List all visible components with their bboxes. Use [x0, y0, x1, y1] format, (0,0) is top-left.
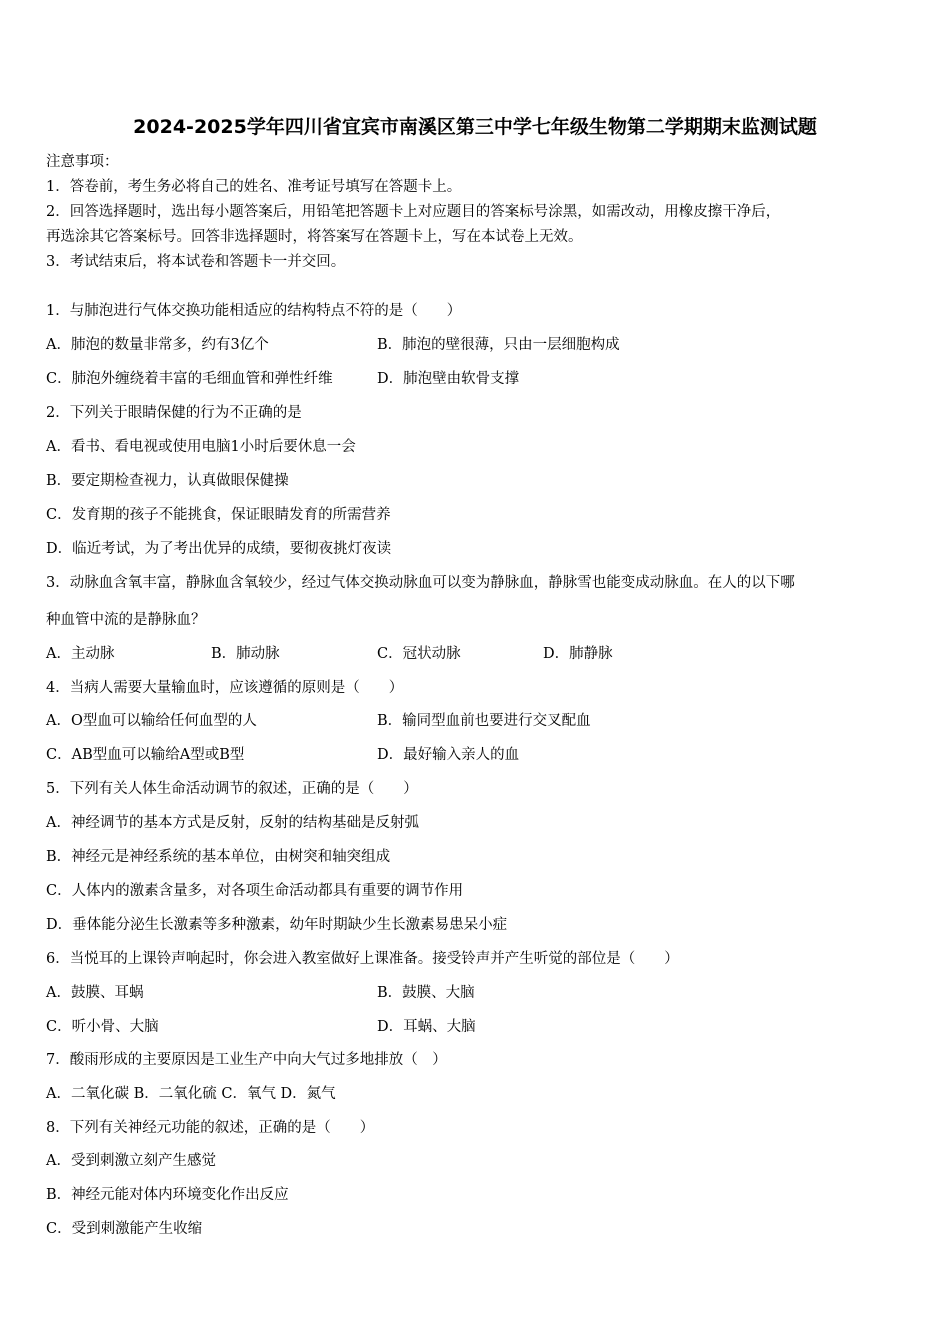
question-stem: 3．动脉血含氧丰富，静脉血含氧较少，经过气体交换动脉血可以变为静脉血，静脉雪也能变成动脉血。在人的以下哪 — [46, 575, 795, 591]
option-c: C．人体内的激素含量多，对各项生命活动都具有重要的调节作用 — [46, 883, 464, 899]
option-d: D．最好输入亲人的血 — [377, 747, 520, 763]
option-b: B．输同型血前也要进行交叉配血 — [377, 713, 591, 729]
option-d: D．耳蜗、大脑 — [377, 1019, 476, 1035]
option-c: C．AB型血可以输给A型或B型 — [46, 747, 245, 763]
option-b: B．肺泡的壁很薄，只由一层细胞构成 — [377, 337, 620, 353]
option-d: D．垂体能分泌生长激素等多种激素，幼年时期缺少生长激素易患呆小症 — [46, 917, 508, 933]
option-c: C．受到刺激能产生收缩 — [46, 1221, 203, 1237]
option-b: B．鼓膜、大脑 — [377, 985, 475, 1001]
notice-item: 再选涂其它答案标号。回答非选择题时，将答案写在答题卡上，写在本试卷上无效。 — [46, 229, 583, 245]
option-a: A．主动脉 — [46, 646, 115, 662]
question-stem: 1．与肺泡进行气体交换功能相适应的结构特点不符的是（ ） — [46, 303, 462, 319]
question-stem: 7．酸雨形成的主要原因是工业生产中向大气过多地排放（ ） — [46, 1052, 447, 1068]
notice-item: 2．回答选择题时，选出每小题答案后，用铅笔把答题卡上对应题目的答案标号涂黑，如需改动，用橡皮擦干净后， — [46, 204, 781, 220]
option-b: B．要定期检查视力，认真做眼保健操 — [46, 473, 289, 489]
page-title: 2024-2025学年四川省宜宾市南溪区第三中学七年级生物第二学期期末监测试题 — [133, 116, 817, 138]
option-b: B．神经元是神经系统的基本单位，由树突和轴突组成 — [46, 849, 391, 865]
question-stem: 5．下列有关人体生命活动调节的叙述，正确的是（ ） — [46, 781, 418, 797]
option-c: C．冠状动脉 — [377, 646, 461, 662]
option-b: B．神经元能对体内环境变化作出反应 — [46, 1187, 289, 1203]
option-a: A．看书、看电视或使用电脑1小时后要休息一会 — [46, 439, 356, 455]
option-c: C．听小骨、大脑 — [46, 1019, 159, 1035]
option-d: D．临近考试，为了考出优异的成绩，要彻夜挑灯夜读 — [46, 541, 392, 557]
option-a: A．鼓膜、耳蜗 — [46, 985, 144, 1001]
notice-heading: 注意事项： — [46, 154, 119, 170]
option-d: D．肺泡壁由软骨支撑 — [377, 371, 520, 387]
option-a: A．肺泡的数量非常多，约有3亿个 — [46, 337, 269, 353]
question-stem-cont: 种血管中流的是静脉血？ — [46, 612, 206, 628]
question-stem: 6．当悦耳的上课铃声响起时，你会进入教室做好上课准备。接受铃声并产生听觉的部位是（ ） — [46, 951, 679, 967]
options-inline: A．二氧化碳 B．二氧化硫 C．氧气 D．氮气 — [46, 1086, 336, 1102]
question-stem: 2．下列关于眼睛保健的行为不正确的是 — [46, 405, 302, 421]
option-d: D．肺静脉 — [543, 646, 613, 662]
option-a: A．O型血可以输给任何血型的人 — [46, 713, 257, 729]
notice-item: 3．考试结束后，将本试卷和答题卡一并交回。 — [46, 254, 346, 270]
notice-item: 1．答卷前，考生务必将自己的姓名、准考证号填写在答题卡上。 — [46, 179, 462, 195]
question-stem: 8．下列有关神经元功能的叙述，正确的是（ ） — [46, 1120, 375, 1136]
option-c: C．肺泡外缠绕着丰富的毛细血管和弹性纤维 — [46, 371, 333, 387]
option-b: B．肺动脉 — [211, 646, 280, 662]
option-a: A．受到刺激立刻产生感觉 — [46, 1153, 216, 1169]
option-c: C．发育期的孩子不能挑食，保证眼睛发育的所需营养 — [46, 507, 391, 523]
option-a: A．神经调节的基本方式是反射，反射的结构基础是反射弧 — [46, 815, 419, 831]
question-stem: 4．当病人需要大量输血时，应该遵循的原则是（ ） — [46, 680, 404, 696]
